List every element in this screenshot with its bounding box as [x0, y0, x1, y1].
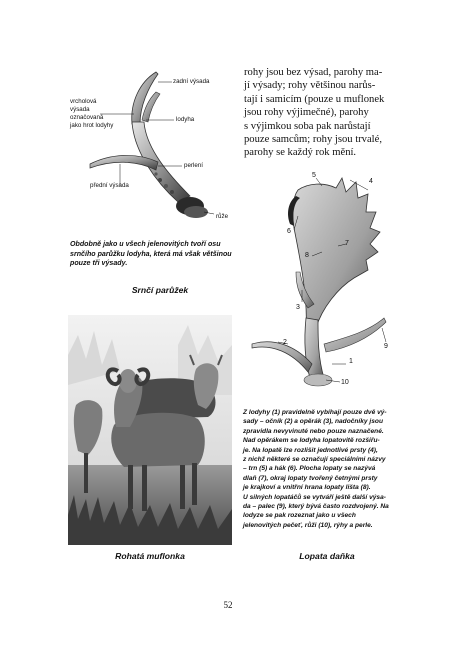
palm-number-3: 3 — [296, 304, 300, 311]
label-top-tine-2: výsada — [70, 106, 90, 113]
label-pearling: perlení — [184, 162, 203, 169]
palm-number-10: 10 — [341, 379, 349, 386]
page-number: 52 — [223, 600, 233, 610]
antler-title: Srnčí parůžek — [131, 285, 189, 295]
label-beam: lodyha — [176, 116, 195, 123]
label-front-tine: přední výsada — [90, 182, 129, 189]
palm-number-9: 9 — [384, 343, 388, 350]
palm-number-5: 5 — [312, 172, 316, 179]
roe-antler-illustration — [60, 62, 240, 232]
palm-number-8: 8 — [305, 252, 309, 259]
palm-caption: Lopata daňka — [299, 551, 355, 561]
palm-description: Z lodyhy (1) pravidelně vybíhají pouze dvě vý- sady – očník (2) a opěrák (3), nadočníky jsou zpravidla nevyvinuté nebo pouze naznačené. Nad opěrákem se lodyha lopatovitě rozšiřu- je. Na lopatě lze rozlišit jednotlivé prsty (4), z nichž některé se označují speciálními názvy – trn (5) a hák (6). Plocha lopaty se nazývá dlaň (7), okraj lopaty tvořený četnými prsty je krajkoví a vnitřní hrana lopaty lišta (8). U silných lopatáčů se vytváří ještě další výsa- da – palec (9), který bývá často rozdvojený. Na lodyze se pak rozeznat jako u všech jelenovitých pečeť, růži (10), rýhy a perle. — [243, 409, 389, 529]
palm-number-6: 6 — [287, 228, 291, 235]
label-top-tine-3: označovaná — [70, 114, 104, 121]
label-top-tine-1: vrcholová — [70, 98, 97, 105]
photo-caption: Rohatá muflonka — [115, 551, 185, 561]
label-top-tine-4: jako hrot lodyhy — [70, 122, 114, 129]
label-rear-tine: zadní výsada — [173, 78, 210, 85]
palm-number-4: 4 — [369, 178, 373, 185]
antler-caption: Obdobně jako u všech jelenovitých tvoří osu srnčího parůžku lodyha, která má však většinou pouze tři výsady. — [70, 240, 232, 268]
body-text: rohy jsou bez výsad, parohy ma- jí výsady; rohy většinou narůs- tají i samicím (pouze u muflonek jsou rohy výjimečné), parohy s výjimkou soba pak narůstají pouze samcům; rohy jsou trvalé, parohy se každý rok mění. — [244, 67, 385, 159]
label-burr: růže — [216, 213, 229, 220]
palm-number-7: 7 — [345, 240, 349, 247]
palm-number-1: 1 — [349, 358, 353, 365]
fallow-palm-illustration — [238, 168, 408, 398]
palm-number-2: 2 — [283, 339, 287, 346]
mouflon-photo — [68, 315, 232, 545]
